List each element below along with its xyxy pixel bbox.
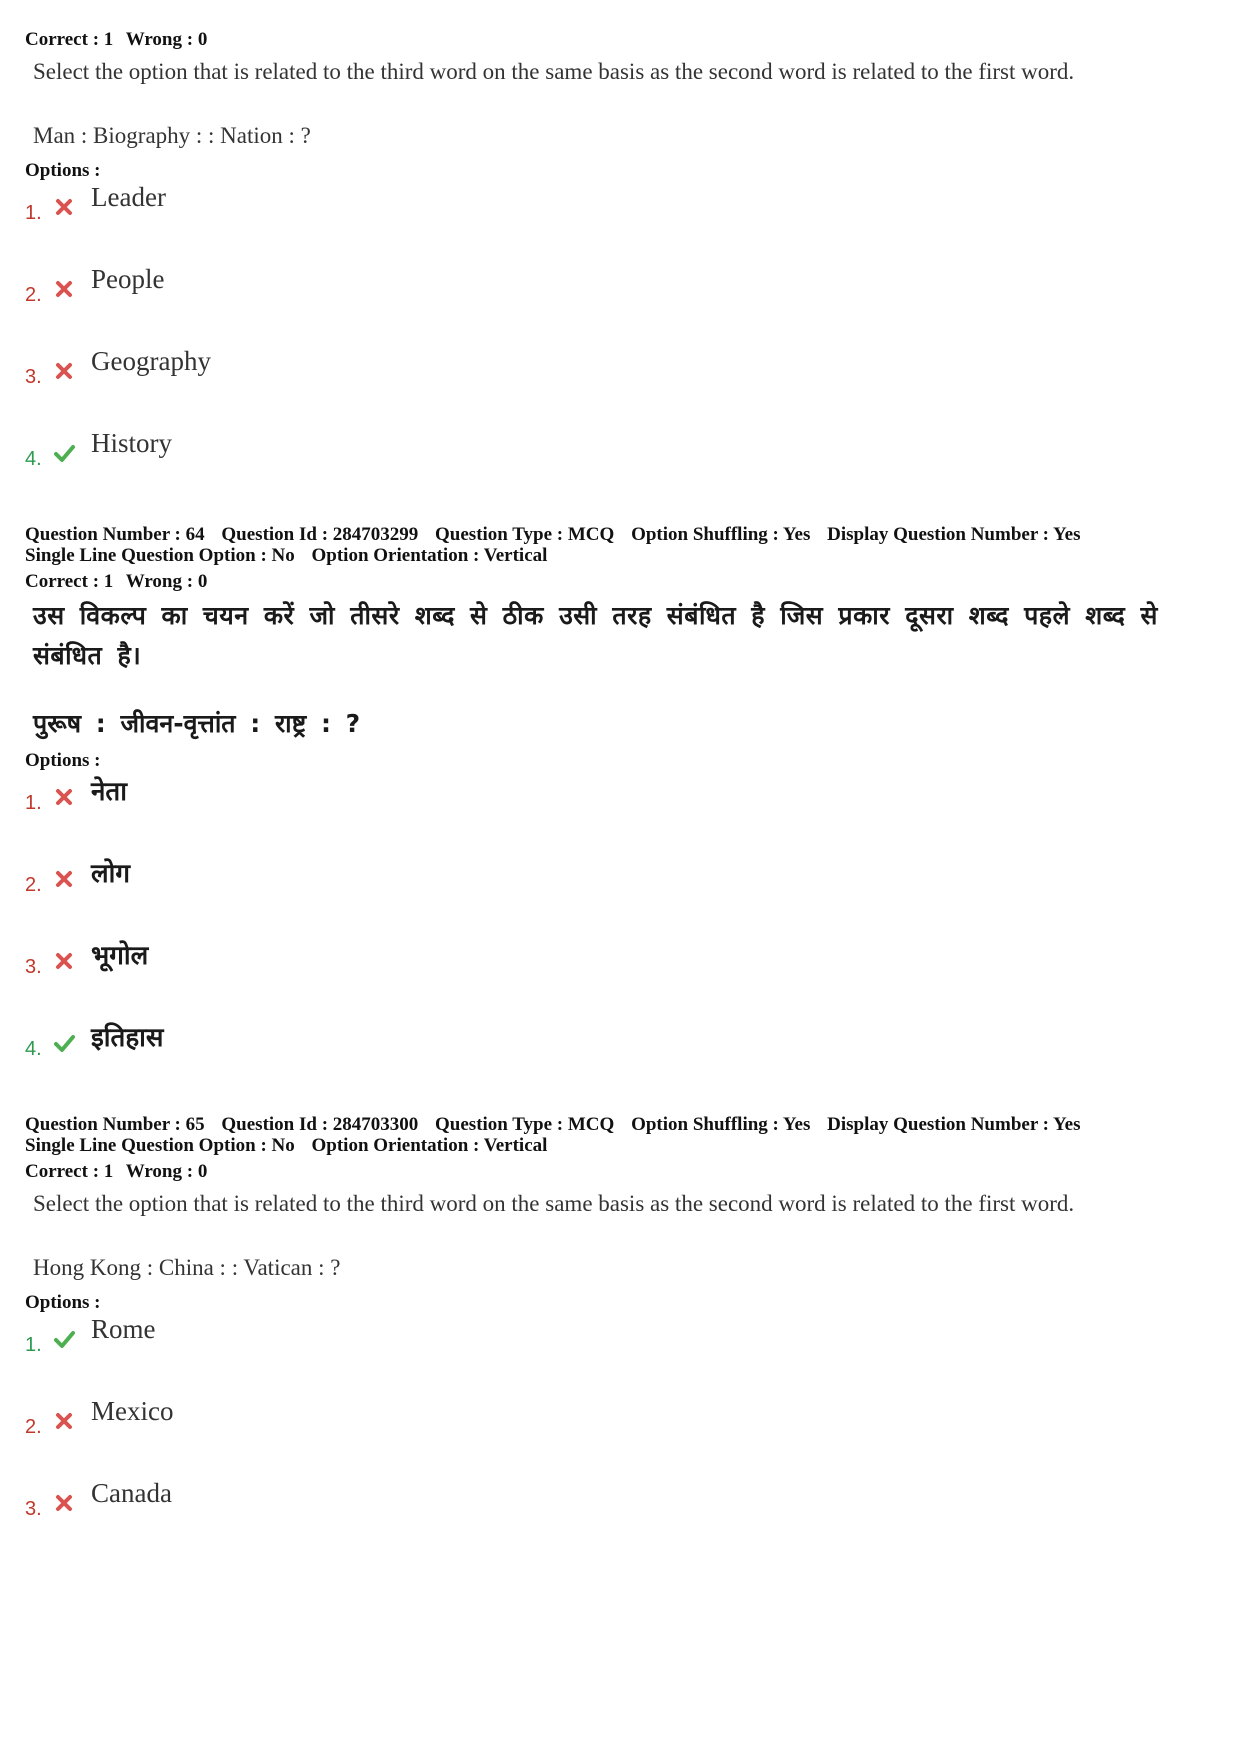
question-block-63 <box>25 26 1215 512</box>
question-number: Question Number : 65 <box>25 1114 205 1135</box>
cross-icon <box>53 1492 75 1514</box>
option-text: इतिहास <box>91 1023 164 1053</box>
option-number: 2. <box>25 284 42 306</box>
option-number: 1. <box>25 202 42 224</box>
question-meta-line1 <box>25 1114 1215 1135</box>
question-type: Question Type : MCQ <box>435 1114 615 1135</box>
display-question-number: Display Question Number : Yes <box>827 524 1081 545</box>
question-meta-line2 <box>25 545 1215 566</box>
options-label: Options : <box>25 1292 101 1313</box>
option-text: लोग <box>91 859 131 889</box>
question-id: Question Id : 284703300 <box>221 1114 419 1135</box>
option-item[interactable] <box>25 348 1215 430</box>
single-line-question-option: Single Line Question Option : No <box>25 545 295 566</box>
option-item[interactable] <box>25 1398 1215 1480</box>
analogy-text: Hong Kong : China : : Vatican : ? <box>33 1255 341 1280</box>
options-list <box>25 1316 1215 1562</box>
option-number: 4. <box>25 448 42 470</box>
question-meta-line1 <box>25 524 1215 545</box>
cross-icon <box>53 196 75 218</box>
cross-icon <box>53 278 75 300</box>
question-meta-line2 <box>25 1135 1215 1156</box>
option-shuffling: Option Shuffling : Yes <box>631 1114 811 1135</box>
option-text: Canada <box>91 1478 172 1508</box>
option-number: 3. <box>25 1498 42 1520</box>
options-list <box>25 774 1215 1102</box>
option-item[interactable] <box>25 184 1215 266</box>
question-text: Select the option that is related to the third word on the same basis as the second word is related to the first word. <box>33 1191 1075 1216</box>
question-text: उस विकल्प का चयन करें जो तीसरे शब्द से ठीक उसी तरह संबंधित है जिस प्रकार दूसरा शब्द पहले शब्द से संबंधित है। <box>33 601 1158 670</box>
option-number: 4. <box>25 1038 42 1060</box>
analogy-text: पुरूष : जीवन-वृत्तांत : राष्ट्र : ? <box>33 709 361 738</box>
option-text: History <box>91 428 172 458</box>
display-question-number: Display Question Number : Yes <box>827 1114 1081 1135</box>
cross-icon <box>53 786 75 808</box>
option-text: Leader <box>91 182 166 212</box>
option-text: भूगोल <box>91 941 149 971</box>
option-number: 1. <box>25 792 42 814</box>
option-item[interactable] <box>25 266 1215 348</box>
single-line-question-option: Single Line Question Option : No <box>25 1135 295 1156</box>
check-icon <box>53 1328 75 1350</box>
score-line <box>25 1158 1215 1186</box>
correct-label: Correct : 1 <box>25 571 114 592</box>
option-number: 1. <box>25 1334 42 1356</box>
option-item[interactable] <box>25 856 1215 938</box>
option-text: Rome <box>91 1314 156 1344</box>
option-item[interactable] <box>25 1316 1215 1398</box>
cross-icon <box>53 1410 75 1432</box>
option-number: 2. <box>25 874 42 896</box>
cross-icon <box>53 868 75 890</box>
option-number: 3. <box>25 366 42 388</box>
options-list <box>25 184 1215 512</box>
wrong-label: Wrong : 0 <box>125 571 208 592</box>
correct-label: Correct : 1 <box>25 29 114 50</box>
analogy-text: Man : Biography : : Nation : ? <box>33 123 311 148</box>
question-number: Question Number : 64 <box>25 524 205 545</box>
option-item[interactable] <box>25 774 1215 856</box>
cross-icon <box>53 950 75 972</box>
page <box>25 24 1215 1562</box>
score-line <box>25 26 1215 54</box>
option-item[interactable] <box>25 430 1215 512</box>
option-number: 2. <box>25 1416 42 1438</box>
check-icon <box>53 1032 75 1054</box>
option-text: People <box>91 264 165 294</box>
option-text: Geography <box>91 346 211 376</box>
cross-icon <box>53 360 75 382</box>
option-text: Mexico <box>91 1396 174 1426</box>
score-line <box>25 568 1215 596</box>
wrong-label: Wrong : 0 <box>125 1161 208 1182</box>
option-number: 3. <box>25 956 42 978</box>
options-label: Options : <box>25 750 101 771</box>
question-id: Question Id : 284703299 <box>221 524 419 545</box>
question-type: Question Type : MCQ <box>435 524 615 545</box>
options-label: Options : <box>25 160 101 181</box>
question-text: Select the option that is related to the third word on the same basis as the second word is related to the first word. <box>33 59 1075 84</box>
wrong-label: Wrong : 0 <box>125 29 208 50</box>
question-block-65 <box>25 1114 1215 1562</box>
option-shuffling: Option Shuffling : Yes <box>631 524 811 545</box>
option-text: नेता <box>91 777 127 807</box>
option-orientation: Option Orientation : Vertical <box>311 1135 548 1156</box>
option-item[interactable] <box>25 1480 1215 1562</box>
option-item[interactable] <box>25 938 1215 1020</box>
question-block-64 <box>25 524 1215 1102</box>
correct-label: Correct : 1 <box>25 1161 114 1182</box>
option-item[interactable] <box>25 1020 1215 1102</box>
check-icon <box>53 442 75 464</box>
option-orientation: Option Orientation : Vertical <box>311 545 548 566</box>
